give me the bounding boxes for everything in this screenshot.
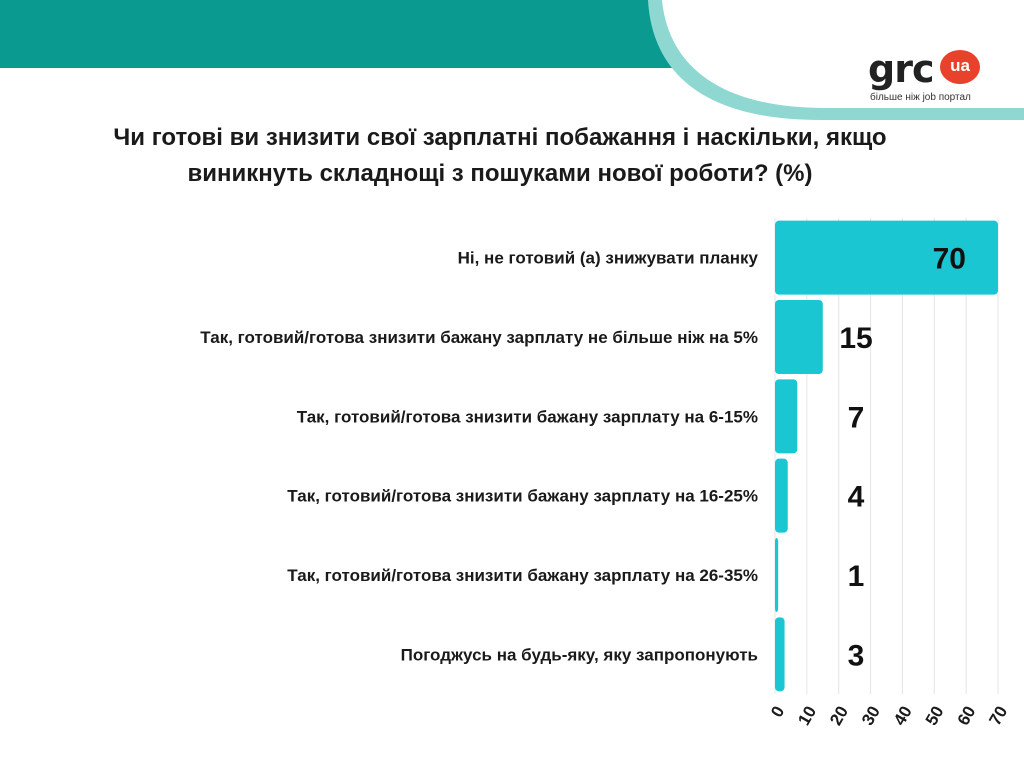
x-tick-label: 0 (767, 702, 789, 721)
logo-badge: ua (940, 50, 980, 84)
value-label: 4 (847, 480, 865, 514)
bar (775, 379, 797, 453)
category-label: Так, готовий/готова знизити бажану зарплату на 26-35% (287, 566, 758, 585)
value-label: 1 (847, 560, 865, 593)
bar (775, 617, 785, 691)
value-label: 3 (847, 639, 865, 673)
category-label: Ні, не готовий (а) знижувати планку (457, 248, 758, 268)
category-label: Так, готовий/готова знизити бажану зарплату на 16-25% (287, 486, 758, 506)
value-label: 15 (839, 322, 873, 355)
category-label: Погоджусь на будь-яку, яку запропонують (400, 645, 758, 665)
value-label: 70 (932, 242, 966, 276)
logo-tagline: більше ніж job портал (870, 92, 971, 103)
x-tick-label: 20 (826, 702, 853, 729)
logo-text: grc (868, 47, 934, 91)
x-tick-label: 30 (858, 702, 884, 729)
bar (775, 538, 778, 612)
chart-title-line: Чи готові ви знизити свої зарплатні побажання і наскільки, якщо (113, 124, 887, 151)
category-label: Так, готовий/готова знизити бажану зарплату на 6-15% (296, 407, 758, 427)
x-tick-label: 40 (889, 702, 916, 729)
bar (775, 300, 823, 374)
x-tick-label: 10 (794, 702, 821, 729)
x-tick-label: 50 (921, 702, 948, 729)
value-label: 7 (847, 401, 865, 435)
category-label: Так, готовий/готова знизити бажану зарплату не більше ніж на 5% (200, 328, 758, 347)
bar (775, 459, 788, 533)
x-tick-label: 60 (953, 702, 980, 729)
x-tick-label: 70 (985, 702, 1012, 729)
chart-title-line: виникнуть складнощі з пошуками нової роботи? (%) (187, 160, 813, 187)
